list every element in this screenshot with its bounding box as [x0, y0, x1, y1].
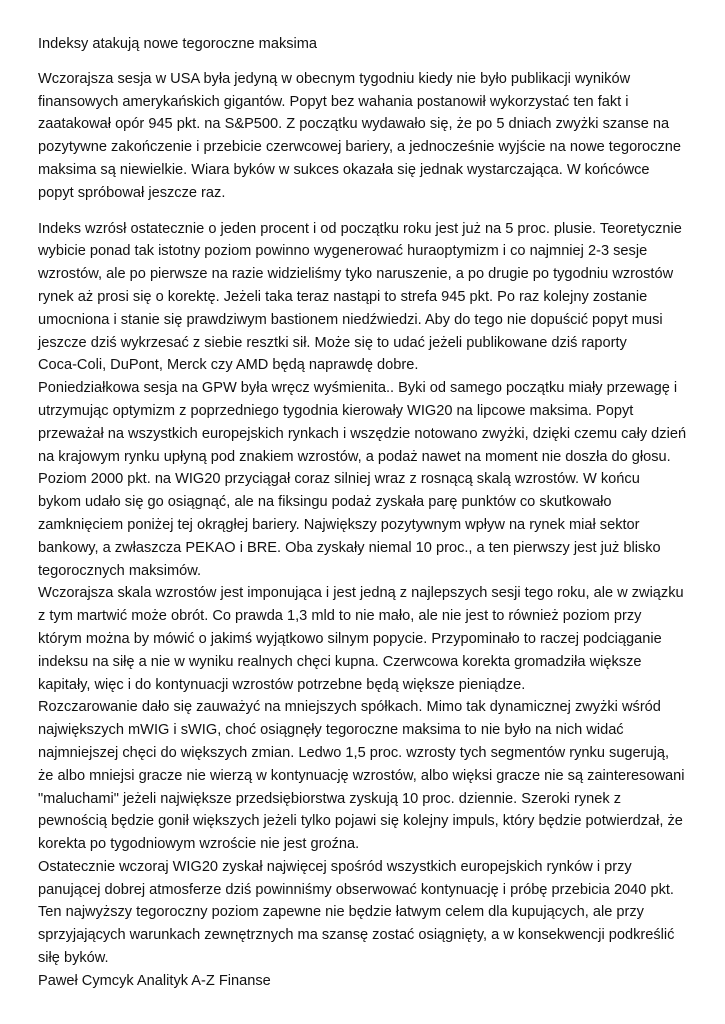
- text-line: rynek aż prosi się o korektę. Jeżeli taka teraz nastąpi to strefa 945 pkt. Po raz kolejny zostanie: [38, 288, 648, 305]
- text-line: przeważał na wszystkich europejskich rynkach i wszędzie notowano zwyżki, dzięki czemu cały dzień: [38, 425, 687, 442]
- text-line: indeksu na siłę a nie w wyniku realnych chęci kupna. Czerwcowa korekta gromadziła większe: [38, 653, 642, 670]
- text-line: Ostatecznie wczoraj WIG20 zyskał najwięcej spośród wszystkich europejskich rynków i przy: [38, 858, 632, 875]
- text-line: Poziom 2000 pkt. na WIG20 przyciągał coraz silniej wraz z rosnącą skalą wzrostów. W końcu: [38, 471, 640, 488]
- text-line: Indeks wzrósł ostatecznie o jeden procent i od początku roku jest już na 5 proc. plusie. Teoretycznie: [38, 220, 682, 237]
- text-line: pozytywne zakończenie i przebicie czerwcowej bariery, a jednocześnie wyjście na nowe tegoroczne: [38, 139, 681, 156]
- text-line: z tym martwić może obrót. Co prawda 1,3 mld to nie mało, ale nie jest to również poziom przy: [38, 608, 642, 625]
- text-line: sprzyjających warunkach zewnętrznych ma szansę zostać osiągnięty, a w konsekwencji podkreślić: [38, 927, 675, 944]
- article-title: Indeksy atakują nowe tegoroczne maksima: [38, 36, 318, 52]
- text-line: panującej dobrej atmosferze dziś powinniśmy obserwować kontynuację i próbę przebicia 2040 pkt.: [38, 881, 674, 898]
- text-line: korekta po tygodniowym wzroście nie jest groźna.: [38, 836, 360, 853]
- text-line: siłę byków.: [38, 950, 109, 967]
- text-line: utrzymując optymizm z poprzedniego tygodnia kierowały WIG20 na lipcowe maksima. Popyt: [38, 402, 634, 419]
- paragraph-2: [38, 218, 688, 970]
- text-line: wybicie ponad tak istotny poziom powinno wygenerować huraoptymizm i co najmniej 2-3 sesje: [38, 243, 648, 260]
- paragraph-1: [38, 68, 688, 205]
- text-line: Poniedziałkowa sesja na GPW była wręcz wyśmienita.. Byki od samego początku miały przewagę i: [38, 380, 678, 397]
- text-line: na krajowym rynku upłyną pod znakiem wzrostów, a podaż nawet na moment nie doszła do głosu.: [38, 448, 671, 465]
- text-line: Wczorajsza skala wzrostów jest imponująca i jest jedną z najlepszych sesji tego roku, ale w związku: [38, 585, 684, 602]
- text-line: bykom udało się go osiągnąć, ale na fiksingu podaż zyskała parę punktów co skutkowało: [38, 494, 612, 511]
- text-line: którym można by mówić o jakimś wyjątkowo silnym popycie. Przypominało to raczej podciąganie: [38, 630, 662, 647]
- text-line: umocniona i stanie się prawdziwym bastionem niedźwiedzi. Aby do tego nie dopuścić popyt musi: [38, 311, 663, 328]
- paragraph-gap: [38, 205, 688, 218]
- text-line: największych mWIG i sWIG, choć osiągnęły tegoroczne maksima to nie było na nich widać: [38, 722, 624, 739]
- text-line: wzrostów, ale po pierwsze na razie widzieliśmy tyko naruszenie, a po drugie po tygodniu wzrostów: [38, 266, 674, 283]
- text-line: pewnością będzie gonił większych jeżeli tylko pojawi się kolejny impuls, który będzie potwierdzał, że: [38, 813, 683, 830]
- author-signature: Paweł Cymcyk Analityk A-Z Finanse: [38, 972, 271, 989]
- text-line: "maluchami" jeżeli największe przedsiębiorstwa zyskują 10 proc. dziennie. Szeroki rynek z: [38, 790, 622, 807]
- text-line: finansowych amerykańskich gigantów. Popyt bez wahania postanowił wykorzystać ten fakt i: [38, 93, 629, 110]
- text-line: jeszcze dziś wykrzesać z siebie resztki sił. Może się to udać jeżeli publikowane dziś raporty: [38, 334, 627, 351]
- text-line: Coca-Coli, DuPont, Merck czy AMD będą naprawdę dobre.: [38, 357, 419, 374]
- text-line: tegorocznych maksimów.: [38, 562, 202, 579]
- text-line: popyt spróbował jeszcze raz.: [38, 184, 226, 201]
- text-line: zaatakował opór 945 pkt. na S&P500. Z początku wydawało się, że po 5 dniach zwyżki szanse na: [38, 116, 670, 133]
- text-line: bankowy, a zwłaszcza PEKAO i BRE. Oba zyskały niemal 10 proc., a ten pierwszy jest już blisko: [38, 539, 661, 556]
- text-line: najmniejszej chęci do większych zmian. Ledwo 1,5 proc. wzrosty tych segmentów rynku sugerują,: [38, 744, 670, 761]
- text-line: Ten najwyższy tegoroczny poziom zapewne nie będzie łatwym celem dla kupujących, ale przy: [38, 904, 644, 921]
- text-line: maksima są niewielkie. Wiara byków w sukces okazała się jednak wystarczająca. W końcówce: [38, 161, 650, 178]
- text-line: zamknięciem poniżej tej okrągłej bariery. Największy pozytywnym wpływ na rynek miał sektor: [38, 516, 640, 533]
- document-page: [38, 33, 688, 993]
- text-line: że albo mniejsi gracze nie wierzą w kontynuację wzrostów, albo więksi gracze nie są zainteresowani: [38, 767, 685, 784]
- text-line: kapitały, więc i do kontynuacji wzrostów potrzebne będą większe pieniądze.: [38, 676, 526, 693]
- text-line: Wczorajsza sesja w USA była jedyną w obecnym tygodniu kiedy nie było publikacji wyników: [38, 70, 631, 87]
- text-line: Rozczarowanie dało się zauważyć na mniejszych spółkach. Mimo tak dynamicznej zwyżki wśród: [38, 699, 661, 716]
